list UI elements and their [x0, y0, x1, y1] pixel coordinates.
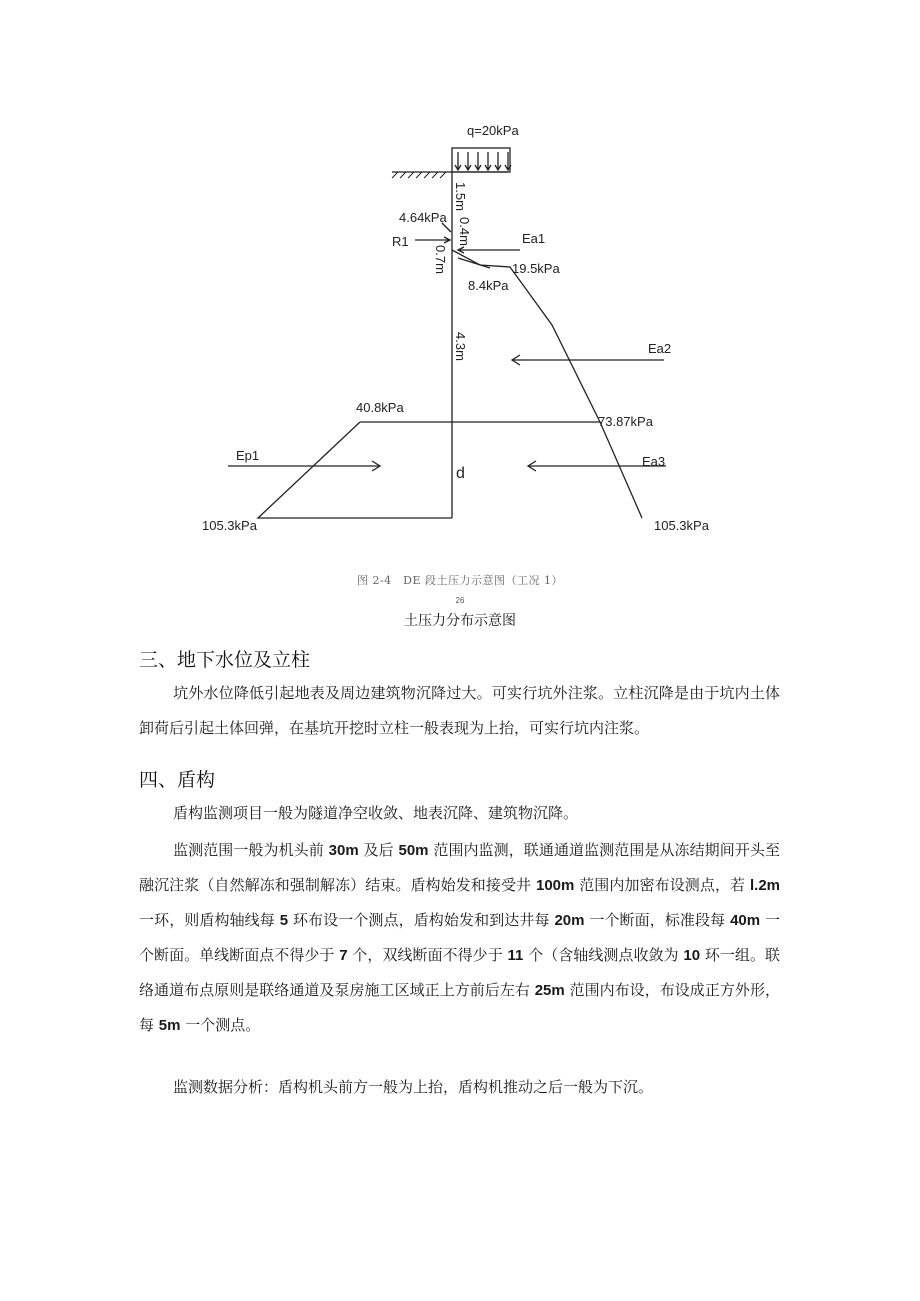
- figure-caption: 图 2-4 DE 段土压力示意图（工况 1）: [356, 574, 564, 587]
- label-8-4: 8.4kPa: [468, 278, 509, 293]
- section-heading-shield: 四、盾构: [139, 769, 216, 791]
- paragraph-groundwater: [139, 676, 780, 746]
- label-19-5: 19.5kPa: [512, 261, 560, 276]
- label-ep1: Ep1: [236, 448, 260, 463]
- paragraph-groundwater-text: 坑外水位降低引起地表及周边建筑物沉降过大。可实行坑外注浆。立柱沉降是由于坑内土体卸荷后引起土体回弹，在基坑开挖时立柱一般表现为上抬，可实行坑内注浆。: [139, 684, 780, 737]
- paragraph-shield-range: 监测范围一般为机头前 30m 及后 50m 范围内监测，联通通道监测范围是从冻结期间开头至融沉注浆（自然解冻和强制解冻）结束。盾构始发和接受井 100m 范围内加密布设测点，若 l.2m 一环，则盾构轴线每 5 环布设一个测点，盾构始发和到达井每 20m 一个断面，标准段每 40m 一个断面。单线断面点不得少于 7 个，双线断面不得少于 11 个（含轴线测点收敛为 10 环一组。联络通道布点原则是联络通道及泵房施工区域正上方前后左右 25m 范围内布设，布设成正方外形，每 5m 一个测点。: [139, 841, 780, 1034]
- paragraph-shield-items: [139, 796, 780, 831]
- ground-hatching: [392, 172, 446, 178]
- earth-pressure-diagram: [180, 110, 740, 580]
- passive-pressure-outline: [258, 422, 452, 518]
- label-105-3-right: 105.3kPa: [654, 518, 709, 533]
- label-depth-0-4: 0.4m: [457, 217, 472, 246]
- paragraph-shield-items-text: 盾构监测项目一般为隧道净空收敛、地表沉降、建筑物沉降。: [173, 804, 579, 822]
- label-40-8: 40.8kPa: [356, 400, 404, 415]
- label-ea3: Ea3: [642, 454, 666, 469]
- paragraph-shield-analysis-text: 监测数据分析：盾构机头前方一般为上抬，盾构机推动之后一般为下沉。: [173, 1078, 654, 1096]
- pressure-line-8-4: [458, 258, 490, 268]
- label-r1: R1: [392, 234, 409, 249]
- label-d: d: [456, 465, 465, 482]
- label-depth-0-7: 0.7m: [433, 245, 448, 274]
- surcharge-load: [452, 148, 510, 172]
- label-depth-4-3: 4.3m: [453, 332, 468, 361]
- diagram-svg: [180, 110, 740, 580]
- label-ea2: Ea2: [648, 341, 672, 356]
- section-heading-groundwater: 三、地下水位及立柱: [139, 649, 311, 671]
- label-4-64: 4.64kPa: [399, 210, 447, 225]
- label-q: q=20kPa: [467, 123, 519, 138]
- surcharge-arrows: [455, 152, 511, 170]
- paragraph-shield-analysis: [139, 1070, 780, 1105]
- label-depth-1-5: 1.5m: [453, 182, 468, 211]
- figure-title: 土压力分布示意图: [404, 613, 516, 629]
- figure-page-number: 26: [455, 596, 465, 605]
- label-105-3-left: 105.3kPa: [202, 518, 257, 533]
- label-73-87: 73.87kPa: [598, 414, 653, 429]
- label-ea1: Ea1: [522, 231, 546, 246]
